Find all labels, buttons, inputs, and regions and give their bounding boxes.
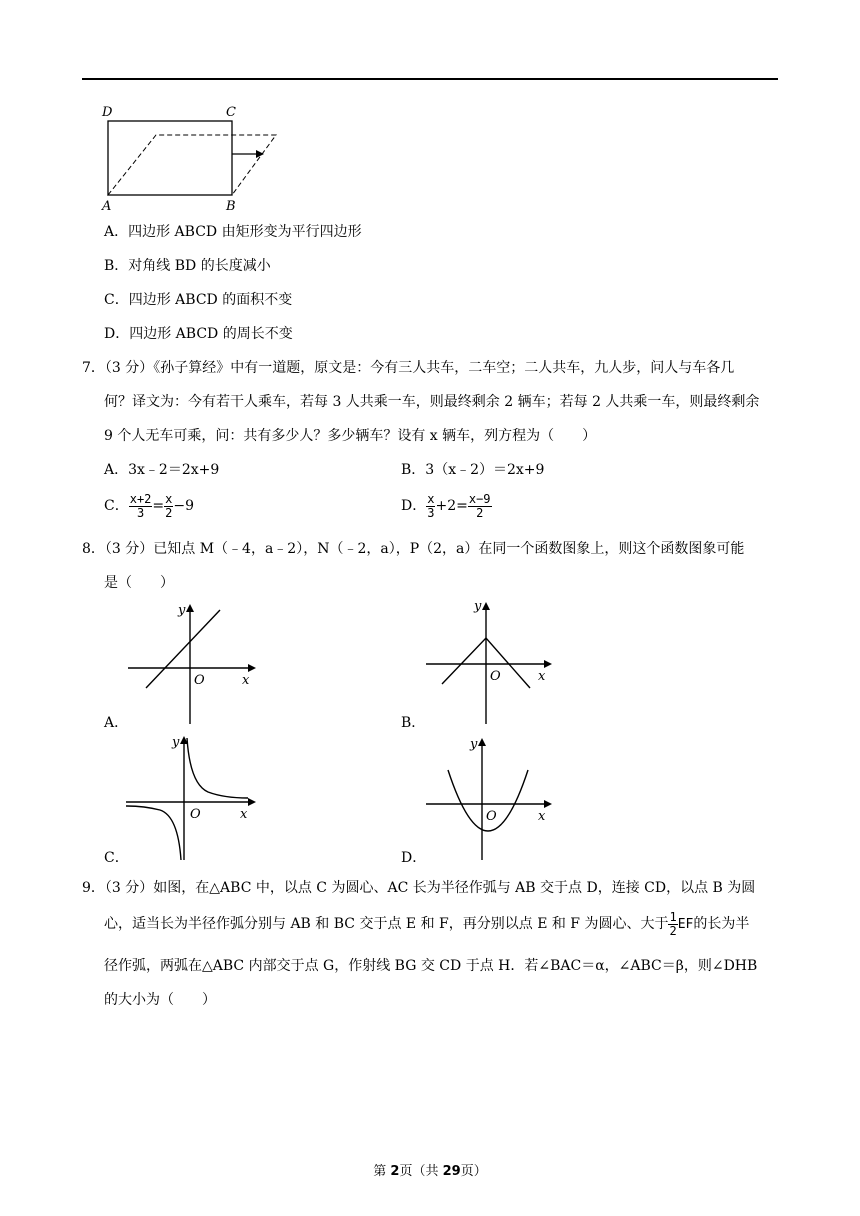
q7-option-b: B．3（x﹣2）＝2x+9 — [401, 462, 545, 478]
graph-line — [146, 610, 220, 688]
footer-post: 页） — [460, 1164, 487, 1179]
q7-option-a: A．3x﹣2＝2x+9 — [104, 462, 220, 478]
x-arrow-icon — [248, 798, 256, 806]
label-b: B — [226, 199, 236, 212]
y-label: y — [474, 599, 482, 614]
q7-option-d-label: D． — [401, 498, 427, 514]
q9-half-fraction — [668, 911, 677, 938]
fraction-denominator: 2 — [165, 505, 173, 520]
q7-c-fraction-1 — [129, 493, 153, 520]
graph-b-abs — [420, 596, 560, 726]
q7-option-c-label: C． — [104, 498, 129, 514]
label-d: D — [102, 105, 113, 120]
q6-option-a: A．四边形 ABCD 由矩形变为平行四边形 — [104, 224, 362, 240]
y-arrow-icon — [482, 602, 490, 610]
footer-page-number: 2 — [390, 1164, 400, 1179]
footer-mid: 页（共 — [399, 1164, 443, 1179]
q7-stem-line-1: 7．（3 分）《孙子算经》中有一道题，原文是：今有三人共车，二车空；二人共车，九人步，问人与车各几 — [82, 360, 735, 376]
x-label: x — [240, 807, 248, 822]
q7-option-c — [104, 491, 194, 521]
y-arrow-icon — [478, 738, 486, 746]
label-c: C — [226, 105, 236, 120]
y-label: y — [178, 603, 186, 618]
y-label: y — [172, 735, 180, 750]
x-arrow-icon — [248, 664, 256, 672]
fraction-denominator: 2 — [476, 505, 484, 520]
graph-d-parabola — [420, 732, 560, 862]
q8-option-b: B． — [401, 715, 426, 731]
q7-c-equals: = — [152, 498, 165, 514]
footer-total-pages: 29 — [442, 1164, 461, 1179]
graph-c-hyperbola — [124, 732, 264, 862]
rectangle-abcd — [108, 121, 232, 195]
q9-line-3: 径作弧，两弧在△ABC 内部交于点 G，作射线 BG 交 CD 于点 H．若∠BAC＝α，∠ABC＝β，则∠DHB — [104, 958, 758, 974]
q9-line-2 — [104, 909, 749, 940]
fraction-numerator: x — [165, 491, 173, 506]
fraction-numerator: 1 — [669, 909, 677, 924]
q8-stem-line-1: 8．（3 分）已知点 M（﹣4，a﹣2），N（﹣2，a），P（2，a）在同一个函数图象上，则这个函数图象可能 — [82, 541, 745, 557]
q9-line-2-end: 的长为半 — [693, 916, 750, 932]
hyperbola-left-branch — [126, 806, 181, 860]
hyperbola-right-branch — [187, 738, 248, 798]
footer-pre: 第 — [373, 1164, 391, 1179]
header-rule — [82, 78, 778, 80]
q9-line-4: 的大小为（ ） — [104, 992, 216, 1008]
origin-label: O — [190, 807, 201, 822]
origin-label: O — [490, 669, 501, 684]
x-arrow-icon — [544, 800, 552, 808]
q8-option-c: C． — [104, 850, 129, 866]
graph-a-linear — [124, 600, 264, 726]
x-arrow-icon — [544, 660, 552, 668]
q8-option-d: D． — [401, 850, 427, 866]
q7-stem-line-3: 9 个人无车可乘，问：共有多少人？多少辆车？设有 x 辆车，列方程为（ ） — [104, 428, 597, 444]
page-footer — [0, 1160, 860, 1179]
arrow-head-icon — [256, 150, 264, 158]
fraction-denominator: 3 — [136, 505, 145, 520]
fraction-denominator: 2 — [669, 923, 677, 938]
label-a: A — [102, 199, 112, 212]
q7-c-tail: −9 — [173, 498, 195, 514]
x-label: x — [242, 673, 250, 688]
y-arrow-icon — [186, 604, 194, 612]
q6-option-c: C．四边形 ABCD 的面积不变 — [104, 292, 293, 308]
q8-option-a: A． — [104, 715, 129, 731]
fraction-numerator: x — [427, 491, 435, 506]
y-label: y — [470, 737, 478, 752]
origin-label: O — [486, 809, 497, 824]
q6-option-d: D．四边形 ABCD 的周长不变 — [104, 326, 293, 342]
q9-ef: EF — [677, 917, 694, 932]
origin-label: O — [194, 673, 205, 688]
q8-stem-line-2: 是（ ） — [104, 575, 174, 591]
parallelogram-dashed — [108, 135, 276, 195]
q7-c-fraction-2 — [164, 493, 173, 520]
x-label: x — [538, 669, 546, 684]
fraction-numerator: x−9 — [468, 491, 491, 506]
q6-option-b: B．对角线 BD 的长度减小 — [104, 258, 271, 274]
fraction-numerator: x+2 — [129, 491, 152, 506]
q7-d-fraction-2 — [468, 493, 492, 520]
q9-line-1: 9．（3 分）如图，在△ABC 中，以点 C 为圆心、AC 长为半径作弧与 AB 交于点 D，连接 CD，以点 B 为圆 — [82, 880, 756, 896]
fraction-denominator: 3 — [427, 505, 435, 520]
rectangle-parallelogram-figure — [96, 100, 292, 212]
q7-option-d — [401, 491, 492, 521]
q7-d-mid: +2= — [435, 498, 468, 514]
x-label: x — [538, 809, 546, 824]
q9-line-2-start: 心，适当长为半径作弧分别与 AB 和 BC 交于点 E 和 F，再分别以点 E 和 F 为圆心、大于 — [104, 916, 669, 932]
q7-stem-line-2: 何？译文为：今有若干人乘车，若每 3 人共乘一车，则最终剩余 2 辆车；若每 2 人共乘一车，则最终剩余 — [104, 394, 760, 410]
